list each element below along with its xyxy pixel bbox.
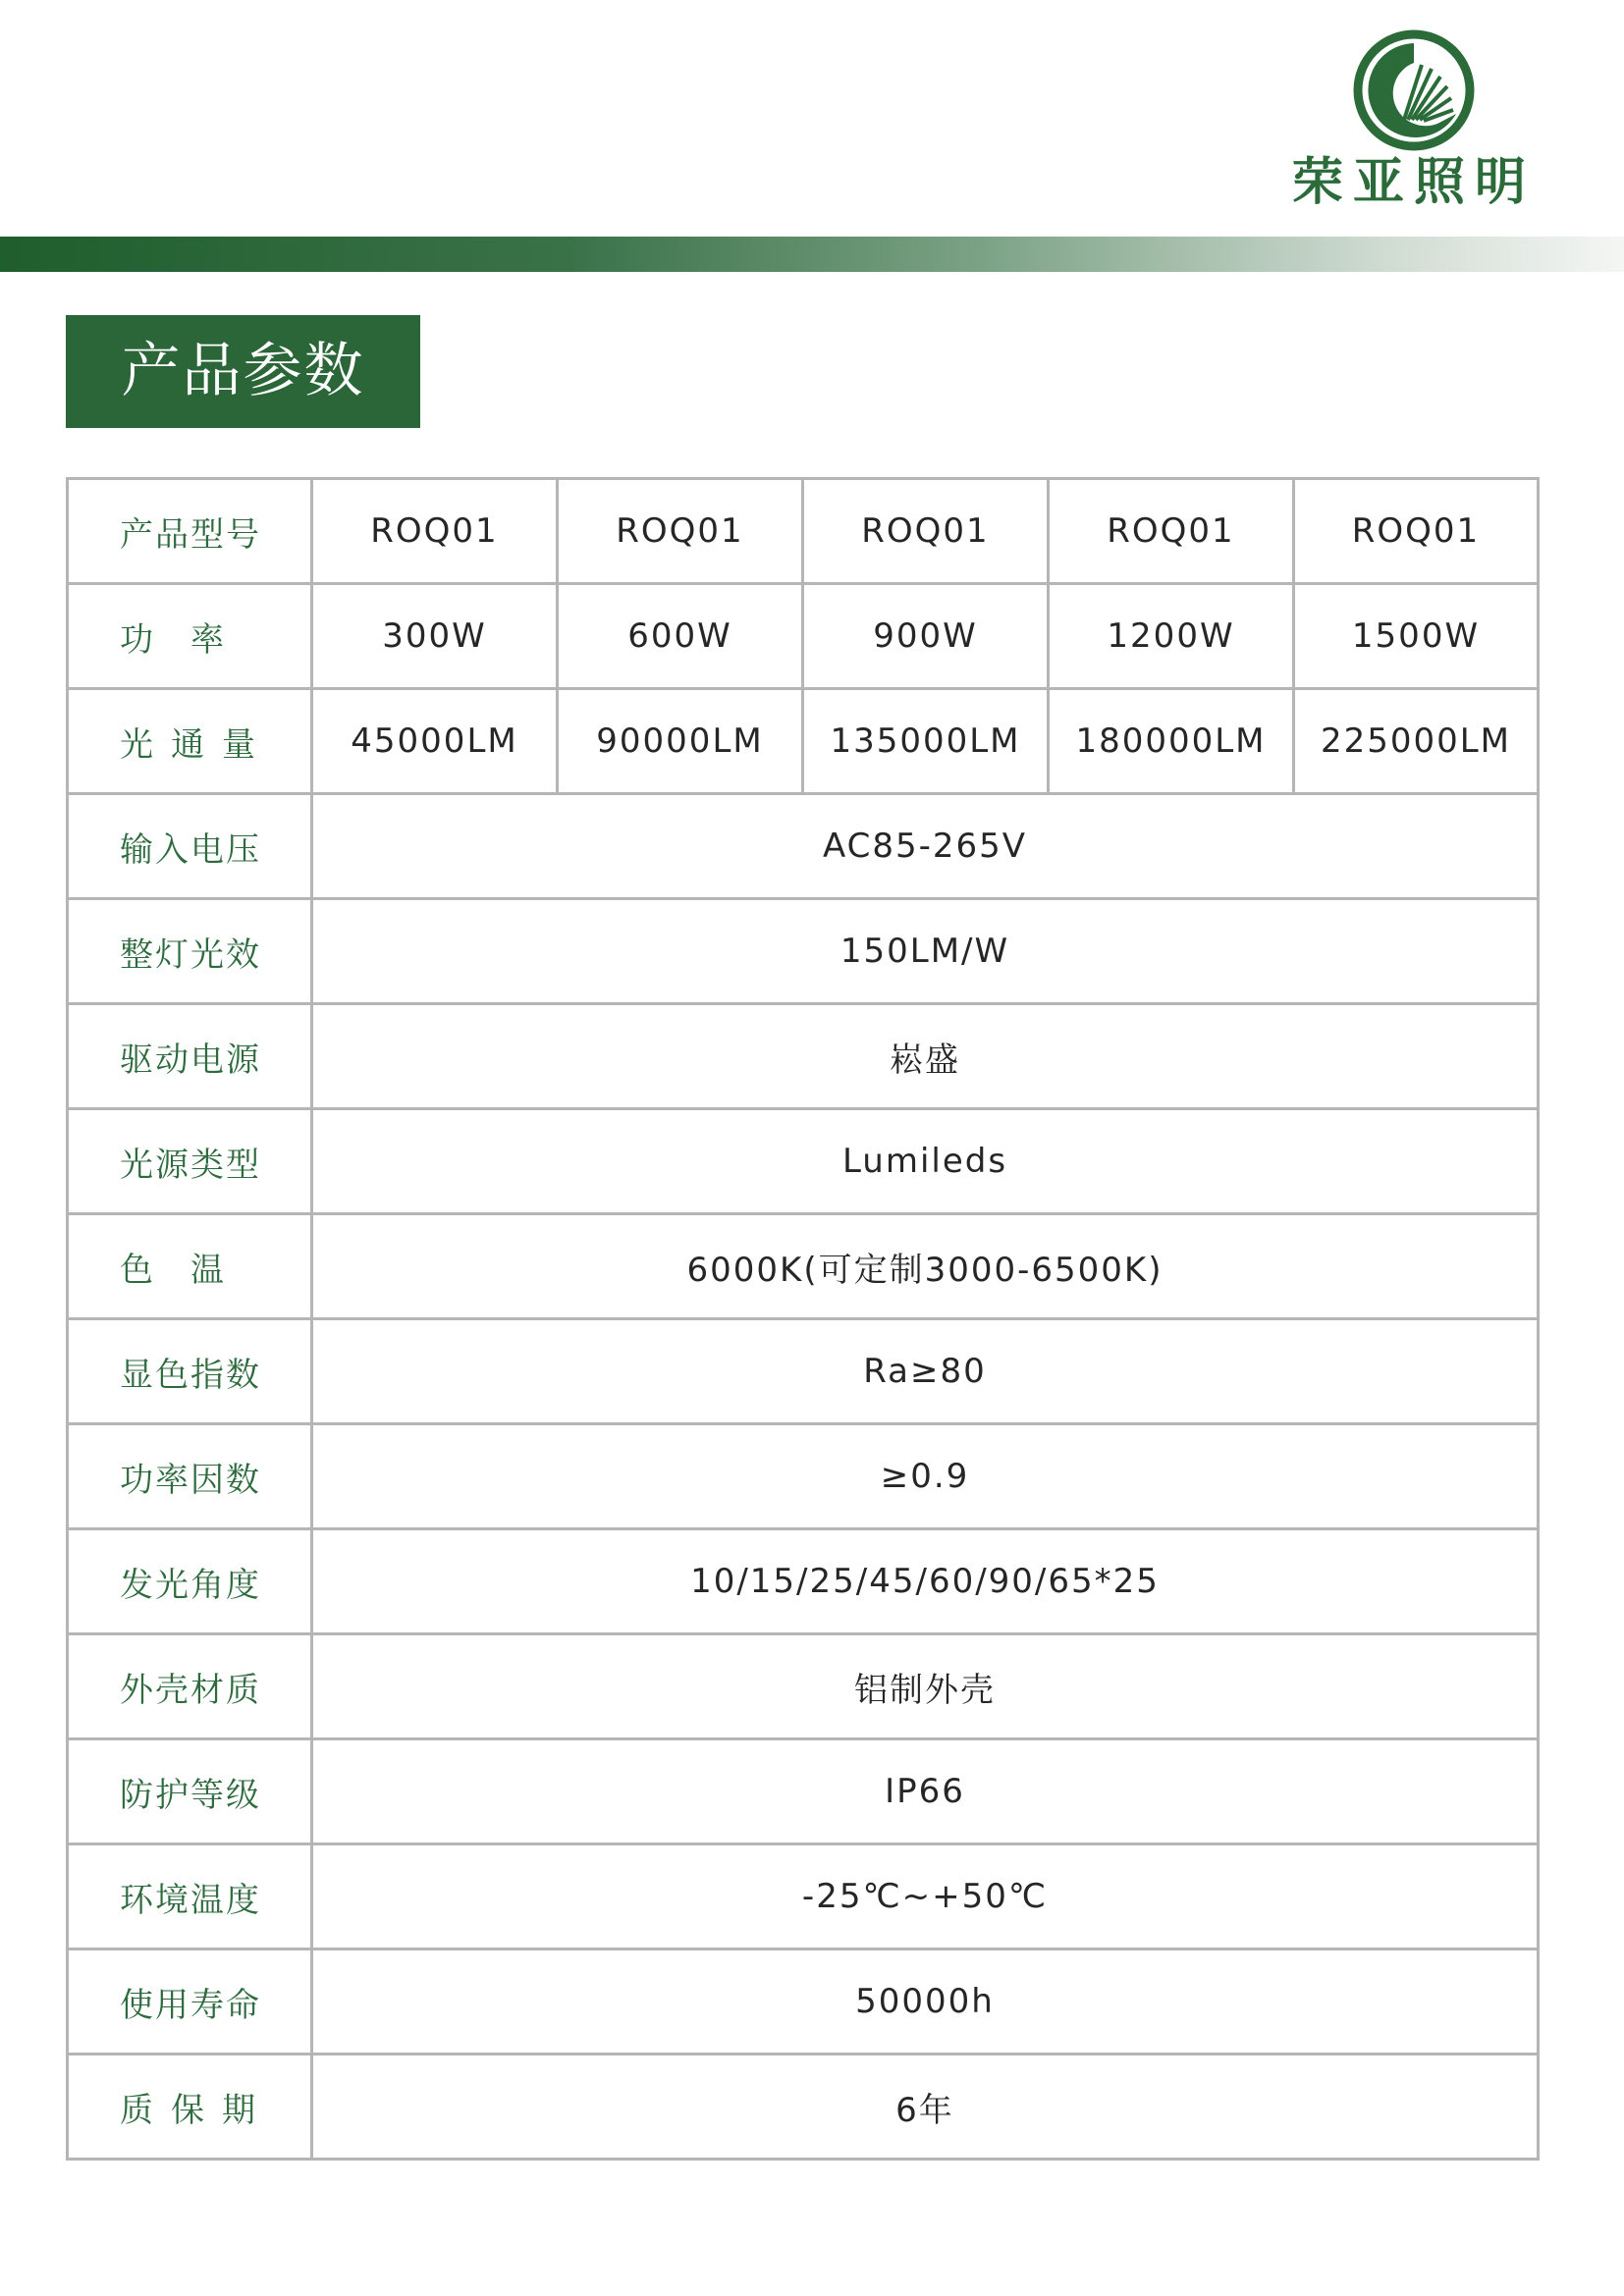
- table-row: [68, 794, 1539, 899]
- flux-cell: 180000LM: [1049, 689, 1294, 794]
- table-row: [68, 1949, 1539, 2055]
- table-row: [68, 1739, 1539, 1844]
- section-title: 产品参数: [66, 315, 420, 428]
- row-label: 输入电压: [68, 794, 312, 899]
- model-cell: ROQ01: [803, 479, 1049, 584]
- table-row: [68, 1109, 1539, 1214]
- brand-logo: [1276, 29, 1551, 226]
- power-cell: 1500W: [1294, 584, 1539, 689]
- table-row: [68, 1634, 1539, 1739]
- table-row: [68, 1529, 1539, 1634]
- row-label: 功 率: [68, 584, 312, 689]
- row-label: 色 温: [68, 1214, 312, 1319]
- model-cell: ROQ01: [312, 479, 558, 584]
- flux-cell: 45000LM: [312, 689, 558, 794]
- power-cell: 600W: [558, 584, 803, 689]
- power-cell: 1200W: [1049, 584, 1294, 689]
- power-cell: 300W: [312, 584, 558, 689]
- row-label: 使用寿命: [68, 1949, 312, 2055]
- flux-cell: 90000LM: [558, 689, 803, 794]
- spec-table: [66, 477, 1540, 2161]
- row-label: 驱动电源: [68, 1004, 312, 1109]
- table-row: [68, 899, 1539, 1004]
- table-row-model: [68, 479, 1539, 584]
- model-cell: ROQ01: [1294, 479, 1539, 584]
- flux-cell: 135000LM: [803, 689, 1049, 794]
- row-label: 功率因数: [68, 1424, 312, 1529]
- row-value: 6000K(可定制3000-6500K): [312, 1214, 1539, 1319]
- flux-cell: 225000LM: [1294, 689, 1539, 794]
- row-value: -25℃~+50℃: [312, 1844, 1539, 1949]
- row-value: 50000h: [312, 1949, 1539, 2055]
- row-label: 光源类型: [68, 1109, 312, 1214]
- table-row: [68, 2055, 1539, 2160]
- row-label: 整灯光效: [68, 899, 312, 1004]
- power-cell: 900W: [803, 584, 1049, 689]
- table-row: [68, 1004, 1539, 1109]
- row-value: AC85-265V: [312, 794, 1539, 899]
- table-row: [68, 1424, 1539, 1529]
- row-value: ≥0.9: [312, 1424, 1539, 1529]
- row-label: 光通量: [68, 689, 312, 794]
- row-label: 外壳材质: [68, 1634, 312, 1739]
- row-label: 防护等级: [68, 1739, 312, 1844]
- table-row-flux: [68, 689, 1539, 794]
- model-cell: ROQ01: [558, 479, 803, 584]
- row-label: 环境温度: [68, 1844, 312, 1949]
- palm-leaf-icon: [1353, 29, 1475, 151]
- table-row: [68, 1214, 1539, 1319]
- row-value: 6年: [312, 2055, 1539, 2160]
- row-value: 10/15/25/45/60/90/65*25: [312, 1529, 1539, 1634]
- table-row-power: [68, 584, 1539, 689]
- row-value: Ra≥80: [312, 1319, 1539, 1424]
- row-value: IP66: [312, 1739, 1539, 1844]
- row-label: 产品型号: [68, 479, 312, 584]
- header-gradient-band: [0, 237, 1624, 272]
- row-value: 铝制外壳: [312, 1634, 1539, 1739]
- model-cell: ROQ01: [1049, 479, 1294, 584]
- row-label: 质保期: [68, 2055, 312, 2160]
- row-value: Lumileds: [312, 1109, 1539, 1214]
- brand-name: 荣亚照明: [1291, 153, 1536, 212]
- table-row: [68, 1319, 1539, 1424]
- row-value: 崧盛: [312, 1004, 1539, 1109]
- table-row: [68, 1844, 1539, 1949]
- row-label: 显色指数: [68, 1319, 312, 1424]
- row-label: 发光角度: [68, 1529, 312, 1634]
- row-value: 150LM/W: [312, 899, 1539, 1004]
